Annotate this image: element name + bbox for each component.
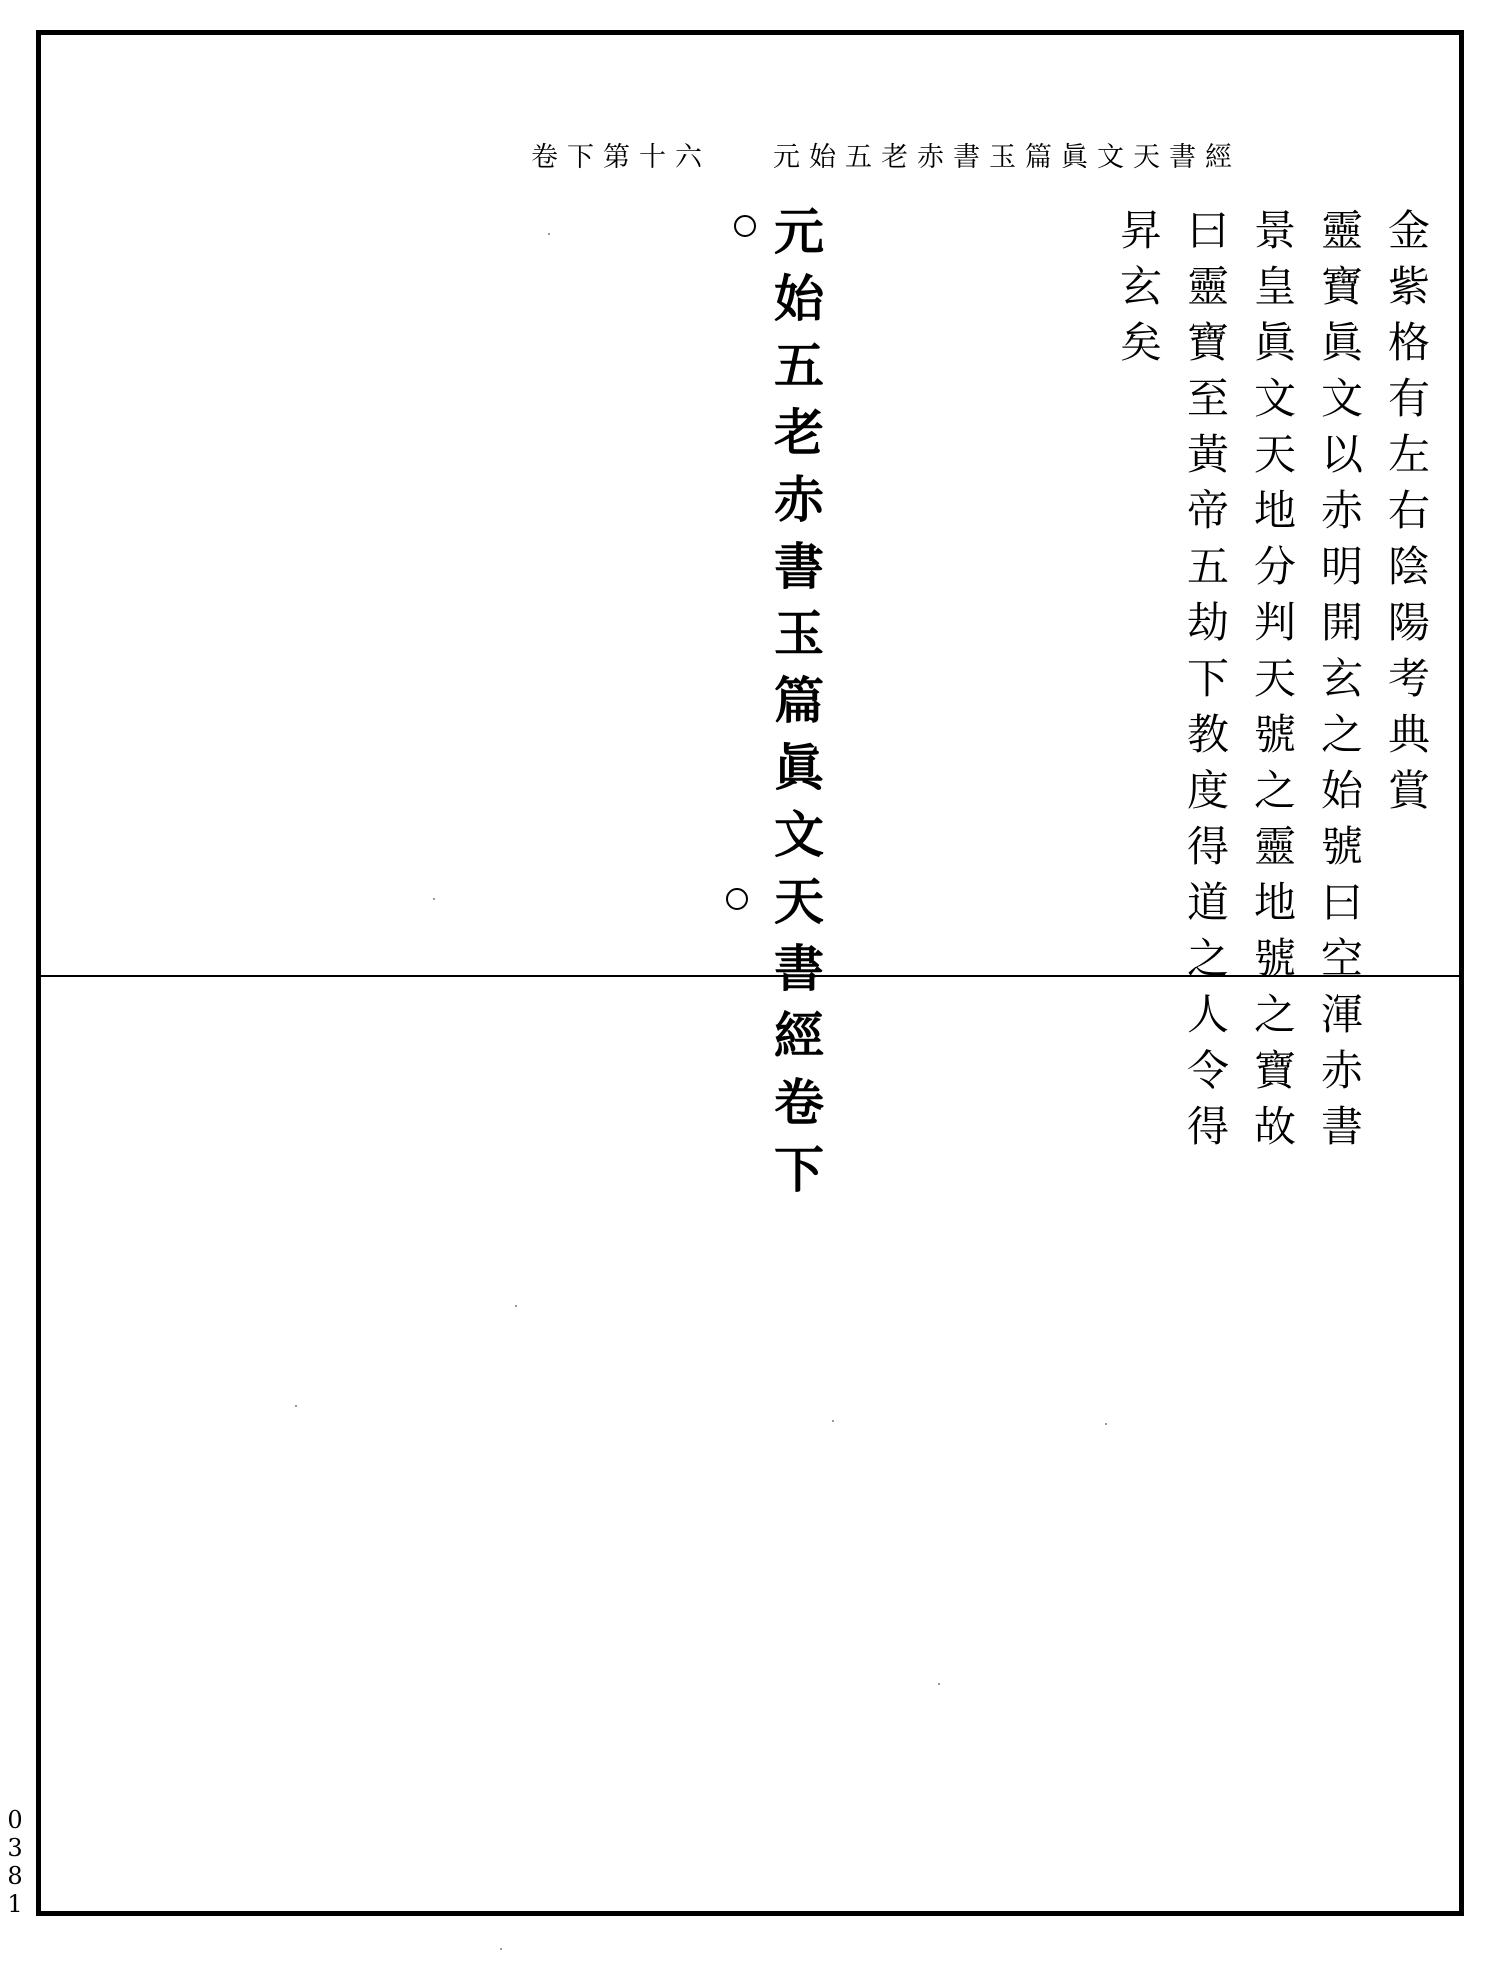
circle-mark-icon	[726, 888, 748, 910]
scan-speck	[500, 1948, 502, 1950]
commentary-column-2: 靈寶眞文以赤明開玄之始號曰空渾赤書	[1315, 208, 1364, 1160]
commentary-column-5: 昇玄矣	[1114, 208, 1163, 376]
scan-speck	[832, 1420, 834, 1422]
scan-speck	[938, 1683, 940, 1685]
running-header-juan: 卷下第十六	[531, 142, 711, 173]
running-header-title: 元始五老赤書玉篇眞文天書經	[773, 142, 1241, 173]
scan-speck	[1105, 1423, 1107, 1425]
scan-speck	[295, 1405, 297, 1407]
circle-mark-icon	[734, 215, 756, 237]
end-title: 元始五老赤書玉篇眞文天書經卷下	[766, 205, 825, 1210]
commentary-column-3: 景皇眞文天地分判天號之靈地號之寶故	[1248, 208, 1297, 1160]
commentary-column-4: 曰靈寶至黃帝五劫下教度得道之人令得	[1181, 208, 1230, 1160]
commentary-column-1: 金紫格有左右陰陽考典賞	[1382, 208, 1431, 824]
scan-speck	[515, 1305, 517, 1307]
page-number: 0381	[1, 1806, 29, 1918]
scan-speck	[433, 898, 435, 900]
scan-speck	[548, 233, 550, 235]
